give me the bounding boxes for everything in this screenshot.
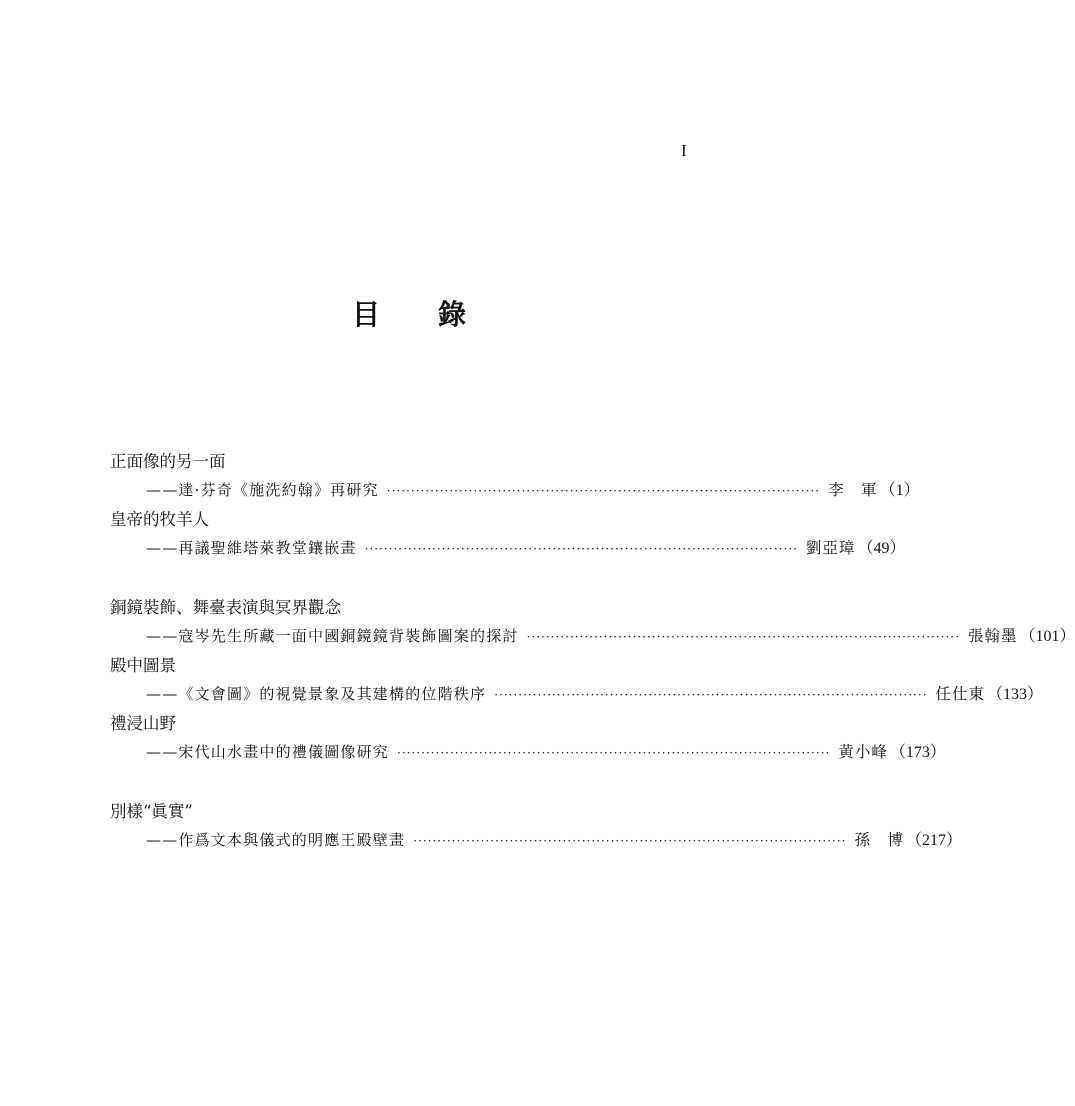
entry-subtitle-line [146,826,963,855]
entry-author: 李 軍 [828,481,878,499]
toc-entry[interactable] [110,505,906,563]
dot-leader: ·························································································· [397,746,831,760]
dot-leader: ·························································································· [386,484,821,498]
entry-title: 正面像的另一面 [110,452,226,471]
toc-entry[interactable] [110,447,920,505]
entry-title: 殿中圖景 [110,656,176,675]
entry-subtitle-line [146,622,1075,651]
entry-page-number: （133） [987,686,1044,703]
toc-entry[interactable] [110,651,1044,709]
entry-page-number: （1） [879,482,920,499]
dot-leader: ·························································································· [413,834,847,848]
entry-author: 劉亞璋 [805,539,856,557]
toc-entry[interactable] [110,709,946,767]
entry-title: 別樣“眞實” [110,802,193,821]
page-number: I [681,141,687,160]
entry-title: 禮浸山野 [110,714,176,733]
entry-subtitle: ——達·芬奇《施洗約翰》再研究 [146,481,379,499]
dot-leader: ·························································································· [364,542,798,556]
entry-author: 孫 博 [854,831,905,849]
table-of-contents [110,447,1075,855]
entry-subtitle-line [146,680,1044,709]
toc-title: 目錄 [352,298,525,331]
entry-author: 張翰墨 [967,627,1018,645]
entry-subtitle-line [146,476,920,505]
entry-title: 皇帝的牧羊人 [110,510,209,529]
entry-subtitle: ——寇岑先生所藏一面中國銅鏡鏡背裝飾圖案的探討 [146,627,519,645]
entry-title: 銅鏡裝飾、舞臺表演與冥界觀念 [110,598,341,617]
dot-leader: ·························································································· [494,688,928,702]
entry-page-number: （217） [906,832,963,849]
entry-subtitle-line [146,534,906,563]
entry-page-number: （49） [857,540,906,557]
group-spacer [110,767,714,797]
group-spacer [110,563,714,593]
entry-subtitle: ——作爲文本與儀式的明應王殿壁畫 [146,831,406,849]
entry-author: 黄小峰 [838,743,888,761]
toc-entry[interactable] [110,797,963,855]
dot-leader: ·························································································· [526,630,960,644]
entry-page-number: （173） [889,744,946,761]
entry-page-number: （101） [1019,628,1075,645]
entry-subtitle-line [146,738,946,767]
entry-subtitle: ——再議聖維塔萊教堂鑲嵌畫 [146,539,357,557]
entry-author: 任仕東 [935,685,986,703]
entry-subtitle: ——宋代山水畫中的禮儀圖像研究 [146,743,390,761]
toc-entry[interactable] [110,593,1075,651]
entry-subtitle: ——《文會圖》的視覺景象及其建構的位階秩序 [146,685,487,703]
